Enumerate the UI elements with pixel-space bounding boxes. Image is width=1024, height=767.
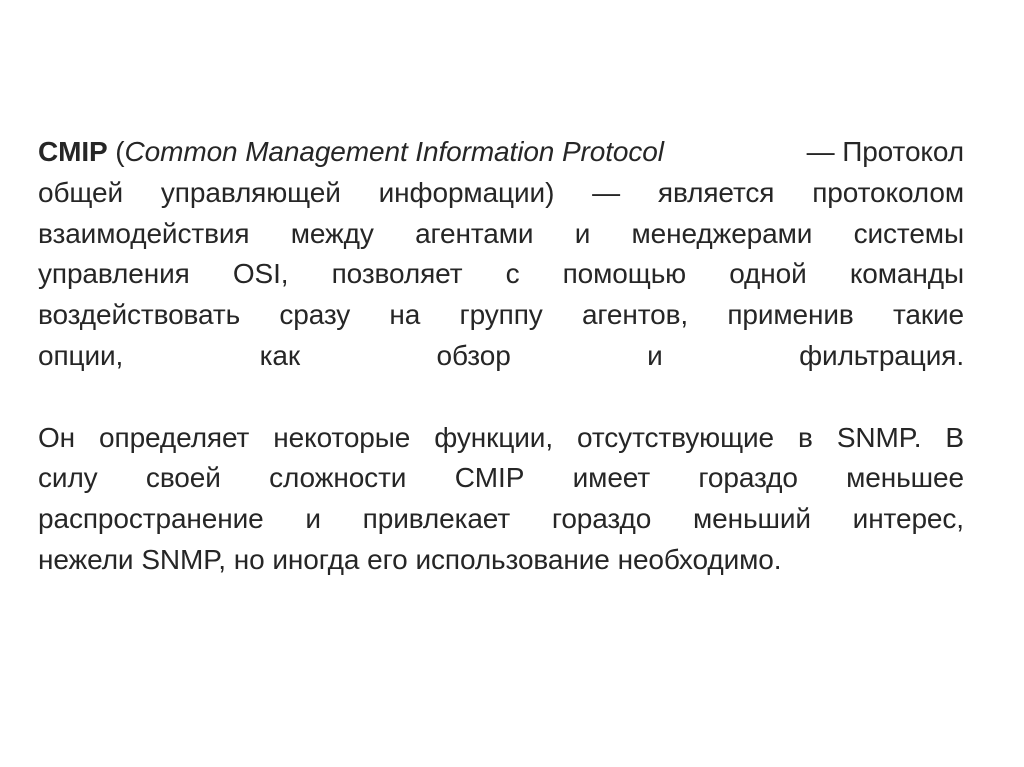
word: является [657, 176, 775, 208]
word: системы [853, 217, 964, 249]
word: команды [849, 258, 964, 290]
word: гораздо [698, 462, 798, 494]
paragraph-2-line-2 [38, 458, 964, 499]
word: опции, [38, 339, 124, 371]
first-line-end: — Протокол [806, 136, 964, 167]
word: привлекает [362, 503, 511, 535]
word: и [574, 217, 591, 249]
word: общей [38, 176, 124, 208]
word: необходимо. [617, 543, 782, 575]
word: меньший [693, 503, 811, 535]
paragraph-1-line-5 [38, 295, 964, 336]
word: распространение [38, 503, 264, 535]
word: воздействовать [38, 299, 241, 331]
word: и [647, 339, 663, 371]
word: такие [892, 299, 964, 331]
word: управления [38, 258, 190, 290]
cmip-term: CMIP [38, 136, 108, 167]
word: информации) [378, 176, 555, 208]
word: имеет [572, 462, 651, 494]
word: менеджерами [631, 217, 813, 249]
word: сложности [269, 462, 407, 494]
word: некоторые [273, 421, 411, 453]
word: фильтрация. [799, 339, 964, 371]
word: В [945, 421, 964, 453]
word: с [505, 258, 520, 290]
word: функции, [434, 421, 554, 453]
word: обзор [436, 339, 511, 371]
word: отсутствующие [577, 421, 775, 453]
paragraph-1-line-1 [38, 132, 964, 173]
paragraph-2-line-3 [38, 499, 964, 540]
word: протоколом [812, 176, 964, 208]
word: на [389, 299, 421, 331]
word: помощью [562, 258, 687, 290]
word: определяет [99, 421, 250, 453]
word: применив [727, 299, 854, 331]
paragraph-gap [38, 377, 964, 418]
word: агентами [415, 217, 534, 249]
word: SNMP. [836, 421, 922, 453]
word: управляющей [160, 176, 341, 208]
word: своей [145, 462, 221, 494]
word: и [305, 503, 321, 535]
paragraph-2-line-1 [38, 418, 964, 459]
word: в [798, 421, 813, 453]
word: его [367, 543, 408, 575]
word: позволяет [331, 258, 463, 290]
paragraph-1-line-2 [38, 173, 964, 214]
word: сразу [279, 299, 351, 331]
word: одной [729, 258, 807, 290]
word: агентов, [581, 299, 689, 331]
paragraph-1-line-6 [38, 336, 964, 377]
word: использование [415, 543, 610, 575]
word: Он [38, 421, 76, 453]
word: группу [459, 299, 543, 331]
paragraph-2-line-4 [38, 540, 964, 581]
word: меньшее [846, 462, 964, 494]
word: иногда [272, 543, 360, 575]
slide-text [38, 132, 964, 581]
word: OSI, [232, 258, 289, 290]
open-parenthesis: ( [115, 136, 125, 167]
word: CMIP [454, 462, 525, 494]
word: гораздо [551, 503, 652, 535]
word: силу [38, 462, 98, 494]
first-line-start [38, 132, 664, 173]
word: но [233, 543, 265, 575]
cmip-expansion: Common Management Information Protocol [124, 136, 664, 167]
word: — [592, 176, 621, 208]
paragraph-1-line-3 [38, 214, 964, 255]
word: нежели [38, 543, 134, 575]
word: как [259, 339, 301, 371]
word: интерес, [852, 503, 964, 535]
word: SNMP, [141, 543, 226, 575]
word: между [290, 217, 374, 249]
paragraph-1-line-4 [38, 254, 964, 295]
word: взаимодействия [38, 217, 250, 249]
